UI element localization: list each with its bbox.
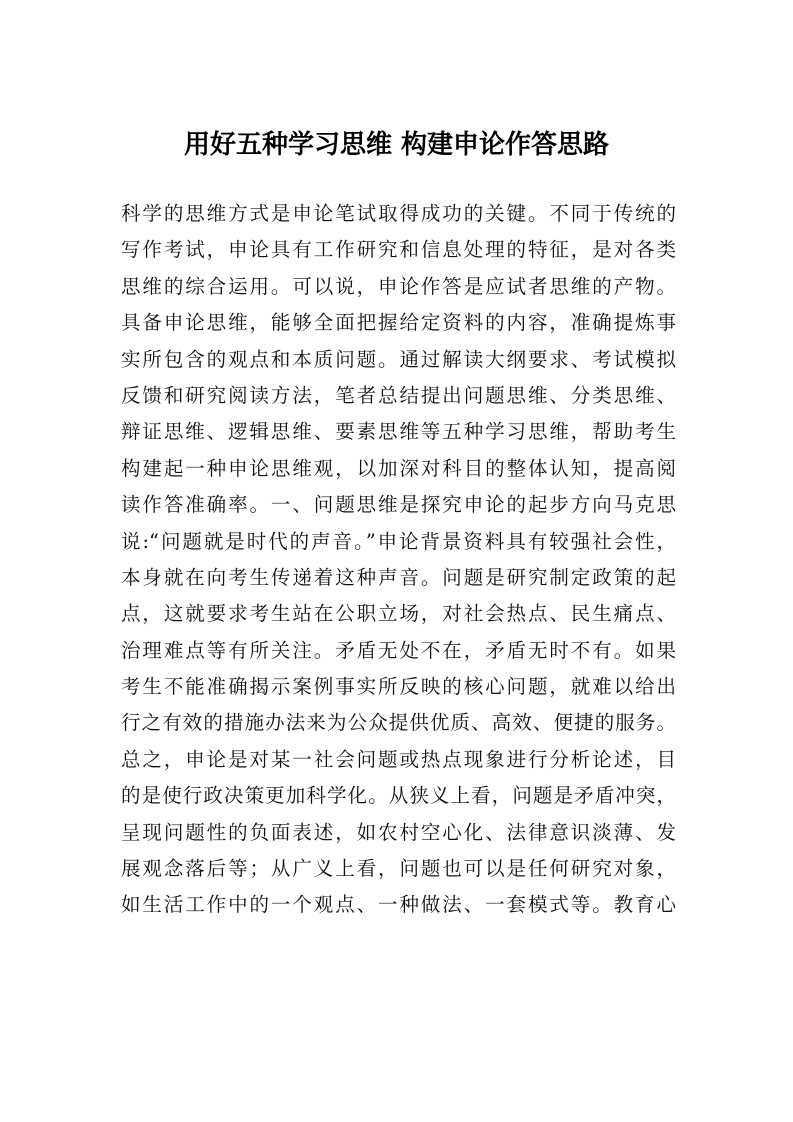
paragraph-line: 科学的思维方式是申论笔试取得成功的关键。不同于传统的: [121, 202, 676, 225]
paragraph-line: 行之有效的措施办法来为公众提供优质、高效、便捷的服务。: [121, 711, 676, 735]
paragraph-line: 呈现问题性的负面表述，如农村空心化、法律意识淡薄、发: [121, 820, 676, 844]
paragraph-line: 的是使行政决策更加科学化。从狭义上看，问题是矛盾冲突，: [121, 784, 676, 808]
paragraph-line: 读作答准确率。一、问题思维是探究申论的起步方向马克思: [121, 493, 676, 517]
document-title: 用好五种学习思维 构建申论作答思路: [183, 130, 610, 160]
paragraph-line: 构建起一种申论思维观，以加深对科目的整体认知，提高阅: [121, 456, 676, 480]
paragraph-line: 本身就在向考生传递着这种声音。问题是研究制定政策的起: [121, 565, 676, 589]
paragraph-line: 点，这就要求考生站在公职立场，对社会热点、民生痛点、: [121, 602, 676, 626]
paragraph-line: 说:“问题就是时代的声音。”申论背景资料具有较强社会性，: [121, 529, 676, 553]
paragraph-line: 思维的综合运用。可以说，申论作答是应试者思维的产物。: [121, 274, 676, 298]
paragraph-line: 辩证思维、逻辑思维、要素思维等五种学习思维，帮助考生: [121, 420, 676, 444]
paragraph-line: 治理难点等有所关注。矛盾无处不在，矛盾无时不有。如果: [121, 638, 676, 662]
paragraph-line: 反馈和研究阅读方法，笔者总结提出问题思维、分类思维、: [121, 383, 676, 407]
paragraph-line: 如生活工作中的一个观点、一种做法、一套模式等。教育心: [121, 893, 676, 917]
paragraph-line: 具备申论思维，能够全面把握给定资料的内容，准确提炼事: [121, 311, 676, 335]
paragraph-line: 总之，申论是对某一社会问题或热点现象进行分析论述，目: [121, 747, 676, 771]
paragraph-line: 实所包含的观点和本质问题。通过解读大纲要求、考试模拟: [121, 347, 676, 371]
paragraph-line: 展观念落后等；从广义上看，问题也可以是任何研究对象，: [121, 857, 676, 881]
document-body: [121, 196, 676, 924]
paragraph-line: 考生不能准确揭示案例事实所反映的核心问题，就难以给出: [121, 675, 676, 699]
paragraph-line: 写作考试，申论具有工作研究和信息处理的特征，是对各类: [121, 238, 676, 262]
